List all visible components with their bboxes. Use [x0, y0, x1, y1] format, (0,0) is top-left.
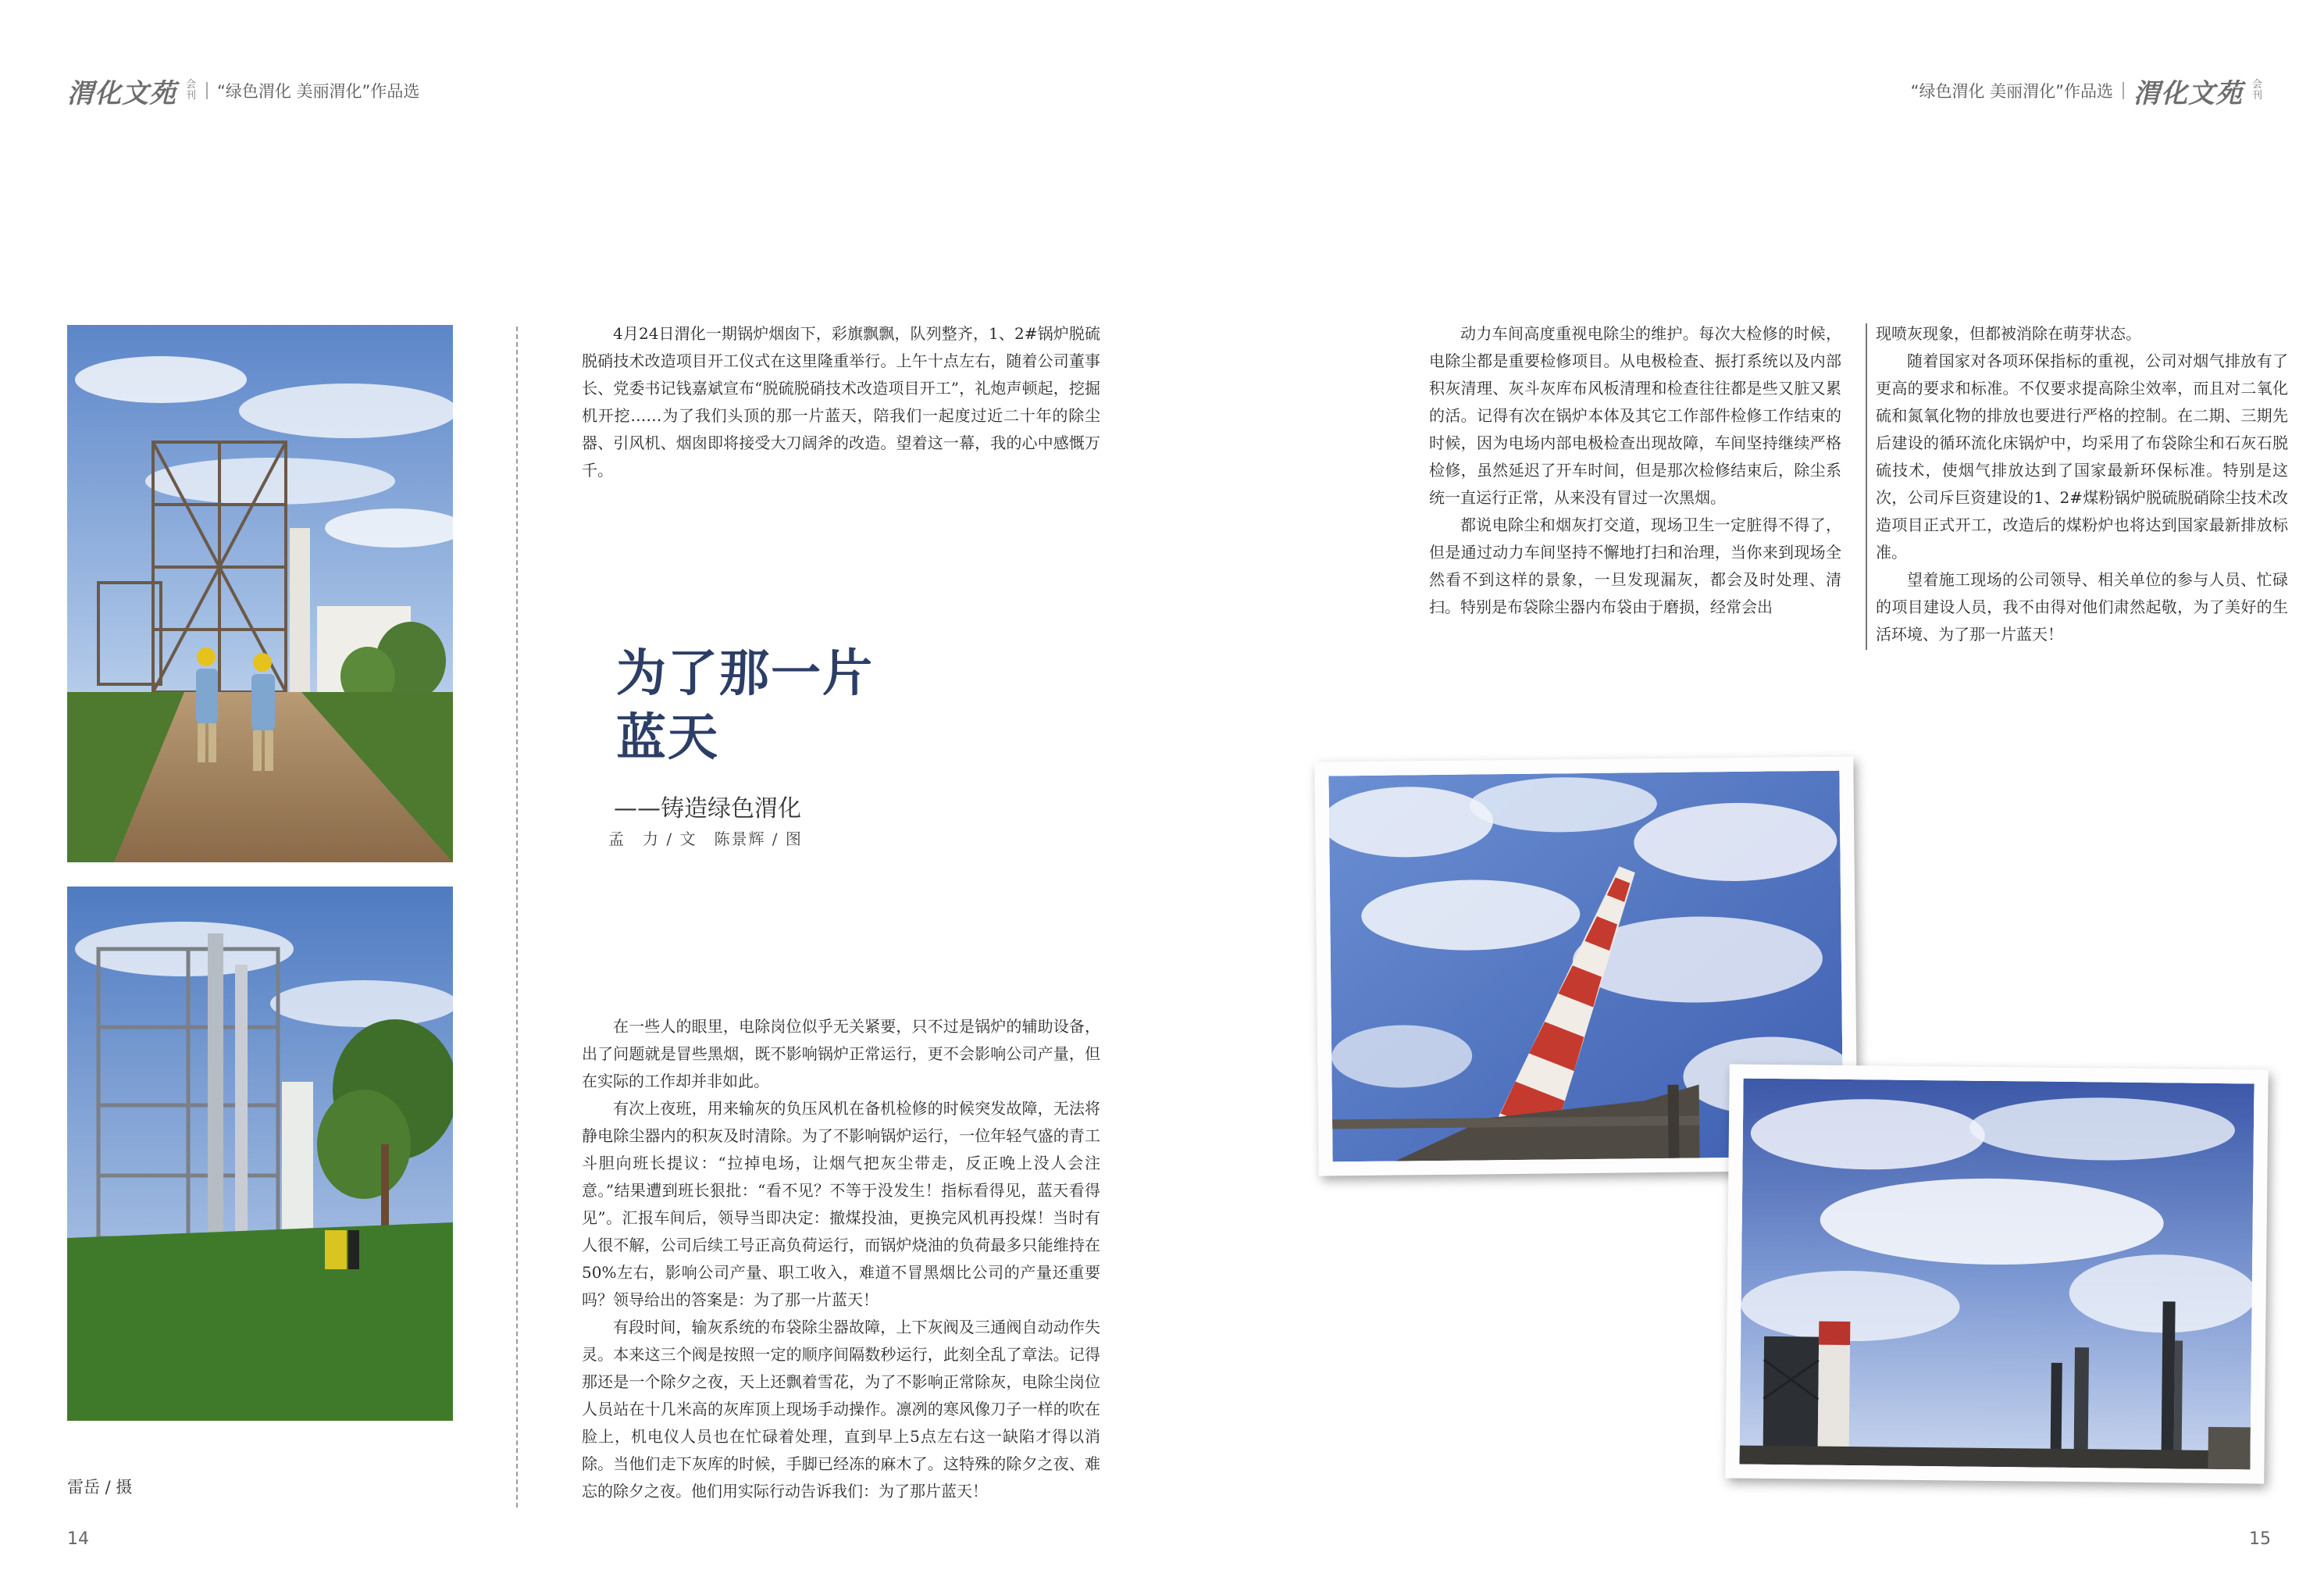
- header-divider: [206, 82, 208, 99]
- article-subtitle: ——铸造绿色渭化: [614, 795, 801, 822]
- magazine-logo: 渭化文苑: [67, 79, 176, 109]
- magazine-logo-sub: 会刊: [2252, 79, 2263, 102]
- right-text-col1: [1429, 320, 1841, 621]
- main-paragraph: 有次上夜班，用来输灰的负压风机在备机检修的时候突发故障，无法将静电除尘器内的积灰及时清除。为了不影响锅炉运行，一位年轻气盛的青工斗胆向班长提议：“拉掉电场，让烟气把灰尘带走，反正晚上没人会注意。”结果遭到班长狠批：“看不见？不等于没发生！指标看得见，蓝天看得见”。汇报车间后，领导当即决定：撤煤投油，更换完风机再投煤！当时有人很不解，公司后续工号正高负荷运行，而锅炉烧油的负荷最多只能维持在50%左右，影响公司产量、职工收入，难道不冒黑烟比公司的产量还重要吗？领导给出的答案是：为了那一片蓝天！: [582, 1099, 1100, 1309]
- right-col1-paragraph: 动力车间高度重视电除尘的维护。每次大检修的时候，电除尘都是重要检修项目。从电极检查、振打系统以及内部积灰清理、灰斗灰库布风板清理和检查往往都是些又脏又累的活。记得有次在锅炉本体及其它工作部件检修工作结束的时候，因为电场内部电极检查出现故障，车间坚持继续严格检修，虽然延迟了开车时间，但是那次检修结束后，除尘系统一直运行正常，从来没有冒过一次黑烟。: [1429, 324, 1841, 507]
- right-col2-paragraph: 望着施工现场的公司领导、相关单位的参与人员、忙碌的项目建设人员，我不由得对他们肃然起敬，为了美好的生活环境、为了那一片蓝天！: [1876, 570, 2288, 644]
- header-series-title: “绿色渭化 美丽渭化”作品选: [217, 82, 420, 101]
- right-text-col2: [1876, 320, 2288, 648]
- column-divider: [516, 326, 518, 1507]
- main-paragraph: 有段时间，输灰系统的布袋除尘器故障，上下灰阀及三通阀自动动作失灵。本来这三个阀是按照一定的顺序间隔数秒运行，此刻全乱了章法。记得那还是一个除夕之夜，天上还飘着雪花，为了不影响正常除灰，电除尘岗位人员站在十几米高的灰库顶上现场手动操作。凛冽的寒风像刀子一样的吹在脸上，机电仪人员也在忙碌着处理，直到早上5点左右这一缺陷才得以消除。当他们走下灰库的时候，手脚已经冻的麻木了。这特殊的除夕之夜、难忘的除夕之夜。他们用实际行动告诉我们：为了那片蓝天！: [582, 1318, 1100, 1500]
- intro-paragraph: 4月24日渭化一期锅炉烟囱下，彩旗飘飘，队列整齐，1、2#锅炉脱硫脱硝技术改造项目开工仪式在这里隆重举行。上午十点左右，随着公司董事长、党委书记钱嘉斌宣布“脱硫脱硝技术改造项目开工”，礼炮声顿起，挖掘机开挖……为了我们头顶的那一片蓝天，陪我们一起度过近二十年的除尘器、引风机、烟囱即将接受大刀阔斧的改造。望着这一幕，我的心中感慨万千。: [582, 324, 1100, 480]
- magazine-logo: 渭化文苑: [2133, 79, 2243, 109]
- photo-boiler-workers-image: [67, 325, 453, 862]
- page-number-left: 14: [67, 1529, 89, 1549]
- main-text: [582, 1013, 1100, 1505]
- article-title-block: [616, 642, 874, 770]
- photo-towers-frame: [1725, 1064, 2269, 1483]
- main-paragraph: 在一些人的眼里，电除岗位似乎无关紧要，只不过是锅炉的辅助设备，出了问题就是冒些黑烟，既不影响锅炉正常运行，更不会影响公司产量，但在实际的工作却并非如此。: [582, 1017, 1100, 1090]
- header-series-title: “绿色渭化 美丽渭化”作品选: [1910, 82, 2113, 101]
- photo-towers-image: [1739, 1079, 2254, 1470]
- photo-boiler-workers: [67, 325, 453, 862]
- article-title-line2: 蓝天: [616, 709, 719, 767]
- right-col1-paragraph: 都说电除尘和烟灰打交道，现场卫生一定脏得不得了，但是通过动力车间坚持不懈地打扫和治理，当你来到现场全然看不到这样的景象，一旦发现漏灰，都会及时处理、清扫。特别是布袋除尘器内布袋由于磨损，经常会出: [1429, 516, 1841, 616]
- article-title-line1: 为了那一片: [616, 645, 874, 703]
- right-col2-paragraph: 随着国家对各项环保指标的重视，公司对烟气排放有了更高的要求和标准。不仅要求提高除尘效率，而且对二氧化硫和氮氧化物的排放也要进行严格的控制。在二期、三期先后建设的循环流化床锅炉中，均采用了布袋除尘和石灰石脱硫技术，使烟气排放达到了国家最新环保标准。特别是这次，公司斥巨资建设的1、2#煤粉锅炉脱硫脱硝除尘技术改造项目正式开工，改造后的煤粉炉也将达到国家最新排放标准。: [1876, 351, 2288, 562]
- page-number-right: 15: [2249, 1529, 2271, 1549]
- header-right: [1910, 75, 2263, 109]
- magazine-logo-sub: 会刊: [186, 79, 197, 102]
- photo-caption: 雷岳 / 摄: [67, 1478, 133, 1497]
- header-divider: [2123, 82, 2124, 99]
- intro-text: [582, 320, 1100, 484]
- header-left: [67, 75, 420, 109]
- article-byline: 孟 力 / 文 陈景辉 / 图: [608, 830, 803, 848]
- right-column-rule: [1866, 323, 1867, 650]
- right-col2-paragraph: 现喷灰现象，但都被消除在萌芽状态。: [1876, 324, 2141, 343]
- photo-boiler-tree-image: [67, 887, 453, 1421]
- photo-boiler-tree: [67, 887, 453, 1421]
- photo-towers: [1739, 1079, 2254, 1470]
